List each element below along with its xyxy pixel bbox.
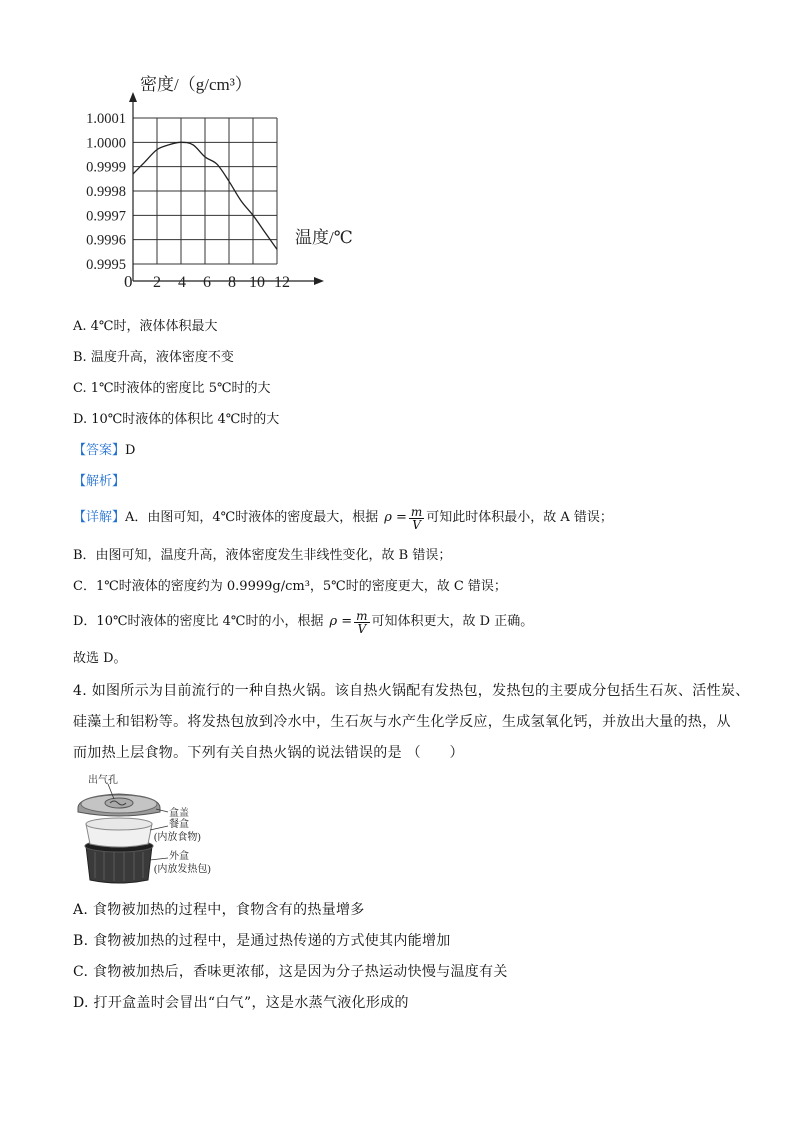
rho-equation-2: ρ = bbox=[329, 614, 353, 629]
fraction-numerator: m bbox=[410, 504, 423, 519]
fraction-numerator-2: m bbox=[356, 608, 368, 623]
label-tray: 餐盒 bbox=[169, 819, 189, 830]
x-tick-label: 2 bbox=[153, 274, 161, 291]
detail-d-text-2: 可知体积更大，故 D 正确。 bbox=[371, 614, 534, 629]
origin-label: 0 bbox=[124, 272, 133, 291]
y-tick-label: 0.9995 bbox=[86, 257, 126, 273]
q3-option-d: D. 10℃时液体的体积比 4℃时的大 bbox=[73, 412, 280, 427]
x-tick-label: 8 bbox=[228, 274, 236, 291]
density-formula-fraction bbox=[409, 506, 424, 531]
y-axis-title: 密度/（g/cm³） bbox=[140, 75, 252, 94]
q4-stem-line-2: 硅藻土和铝粉等。将发热包放到冷水中，生石灰与水产生化学反应，生成氢氧化钙，并放出大量的热，从 bbox=[73, 714, 731, 730]
rho-equation: ρ = bbox=[384, 510, 407, 525]
detail-d bbox=[73, 608, 533, 636]
answer-label: 【答案】 bbox=[73, 443, 126, 458]
detail-d-text-1: D．10℃时液体的密度比 4℃时的小，根据 bbox=[73, 614, 324, 629]
q3-option-c: C. 1℃时液体的密度比 5℃时的大 bbox=[73, 381, 271, 396]
analysis-label: 【解析】 bbox=[73, 474, 126, 489]
detail-a-text-1: A．由图可知，4℃时液体的密度最大，根据 bbox=[125, 510, 379, 525]
x-tick-label: 4 bbox=[178, 274, 186, 291]
q3-answer bbox=[73, 442, 135, 460]
q4-option-b: B. 食物被加热的过程中，是通过热传递的方式使其内能增加 bbox=[73, 933, 451, 949]
y-axis-arrow bbox=[129, 92, 137, 102]
label-outer: 外盒 bbox=[169, 851, 189, 862]
answer-value: D bbox=[125, 443, 136, 458]
y-tick-label: 0.9998 bbox=[86, 184, 126, 200]
detail-b: B．由图可知，温度升高，液体密度发生非线性变化，故 B 错误； bbox=[73, 548, 452, 563]
label-tray-note: (内放食物) bbox=[154, 832, 201, 843]
y-tick-label: 1.0001 bbox=[86, 111, 126, 127]
detail-a bbox=[73, 504, 613, 532]
label-vent: 出气孔 bbox=[88, 775, 118, 786]
x-axis-arrow bbox=[314, 277, 324, 285]
x-tick-label: 12 bbox=[274, 274, 290, 291]
y-tick-label: 0.9997 bbox=[86, 208, 126, 225]
detail-c: C．1℃时液体的密度约为 0.9999g/cm³，5℃时的密度更大，故 C 错误； bbox=[73, 579, 507, 594]
self-heating-hotpot-figure bbox=[68, 772, 238, 887]
chart-axes bbox=[129, 92, 324, 285]
fraction-denominator-2: V bbox=[357, 621, 367, 636]
q3-option-a: A. 4℃时，液体体积最大 bbox=[73, 319, 218, 334]
label-outer-note: (内放发热包) bbox=[154, 864, 211, 875]
detail-label: 【详解】 bbox=[73, 510, 126, 525]
q3-conclusion: 故选 D。 bbox=[73, 651, 127, 666]
q3-option-b: B. 温度升高，液体密度不变 bbox=[73, 350, 234, 365]
y-tick-label: 0.9996 bbox=[86, 232, 126, 249]
x-tick-label: 6 bbox=[203, 274, 211, 291]
chart-grid bbox=[133, 118, 277, 264]
density-temperature-chart bbox=[60, 70, 360, 300]
x-tick-label: 10 bbox=[249, 274, 265, 291]
q4-stem-line-1: 4. 如图所示为目前流行的一种自热火锅。该自热火锅配有发热包，发热包的主要成分包括生石灰、活性炭、 bbox=[73, 683, 750, 699]
fraction-denominator: V bbox=[412, 517, 421, 532]
density-formula-fraction-2 bbox=[354, 610, 369, 635]
q4-option-c: C. 食物被加热后，香味更浓郁，这是因为分子热运动快慢与温度有关 bbox=[73, 964, 508, 980]
y-tick-label: 0.9999 bbox=[86, 159, 126, 176]
x-axis-title: 温度/℃ bbox=[295, 228, 353, 247]
q4-stem-line-3: 而加热上层食物。下列有关自热火锅的说法错误的是 （ ） bbox=[73, 745, 464, 761]
detail-a-text-2: 可知此时体积最小，故 A 错误； bbox=[426, 510, 613, 525]
y-tick-label: 1.0000 bbox=[86, 135, 126, 152]
q4-option-d: D. 打开盒盖时会冒出“白气”，这是水蒸气液化形成的 bbox=[73, 995, 409, 1011]
label-lid: 盒盖 bbox=[169, 808, 189, 819]
q4-option-a: A. 食物被加热的过程中，食物含有的热量增多 bbox=[73, 902, 365, 918]
